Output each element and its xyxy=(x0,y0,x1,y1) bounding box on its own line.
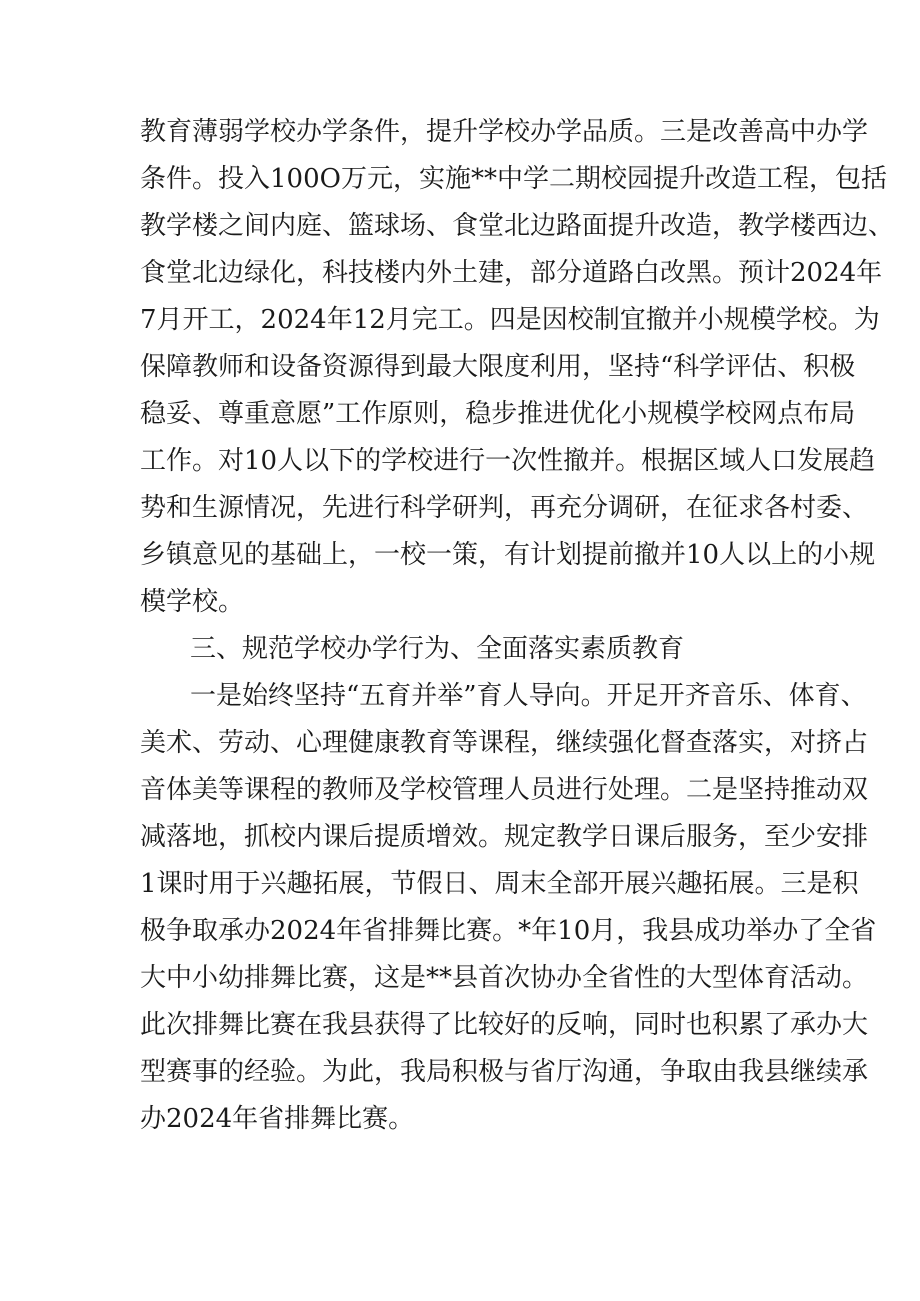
paragraph-1-line-8: 工作。对10人以下的学校进行一次性撤并。根据区域人口发展趋 xyxy=(140,446,876,476)
paragraph-1-line-3: 教学楼之间内庭、篮球场、食堂北边路面提升改造，教学楼西边、 xyxy=(140,211,895,241)
section-heading: 三、规范学校办学行为、全面落实素质教育 xyxy=(190,634,685,664)
paragraph-2-line-3: 音体美等课程的教师及学校管理人员进行处理。二是坚持推动双 xyxy=(140,775,869,805)
paragraph-2-line-8: 此次排舞比赛在我县获得了比较好的反响，同时也积累了承办大 xyxy=(140,1010,869,1040)
paragraph-2-line-4: 减落地，抓校内课后提质增效。规定教学日课后服务，至少安排 xyxy=(140,822,869,852)
paragraph-1-line-4: 食堂北边绿化，科技楼内外土建，部分道路白改黑。预计2024年 xyxy=(140,258,883,288)
paragraph-1-line-2: 条件。投入100O万元，实施**中学二期校园提升改造工程，包括 xyxy=(140,164,887,194)
paragraph-2-line-9: 型赛事的经验。为此，我局积极与省厅沟通，争取由我县继续承 xyxy=(140,1057,869,1087)
paragraph-1-line-11: 模学校。 xyxy=(140,587,245,617)
paragraph-2-line-7: 大中小幼排舞比赛，这是**县首次协办全省性的大型体育活动。 xyxy=(140,963,869,993)
paragraph-1-line-10: 乡镇意见的基础上，一校一策，有计划提前撤并10人以上的小规 xyxy=(140,540,876,570)
paragraph-1-line-5: 7月开工，2024年12月完工。四是因校制宜撤并小规模学校。为 xyxy=(140,305,880,335)
paragraph-1-line-1: 教育薄弱学校办学条件，提升学校办学品质。三是改善高中办学 xyxy=(140,117,869,147)
paragraph-2-line-5: 1课时用于兴趣拓展，节假日、周末全部开展兴趣拓展。三是积 xyxy=(140,869,859,899)
paragraph-2-line-2: 美术、劳动、心理健康教育等课程，继续强化督查落实，对挤占 xyxy=(140,728,869,758)
paragraph-2-line-10: 办2024年省排舞比赛。 xyxy=(140,1104,415,1134)
paragraph-1-line-9: 势和生源情况，先进行科学研判，再充分调研，在征求各村委、 xyxy=(140,493,869,523)
paragraph-1-line-6: 保障教师和设备资源得到最大限度利用，坚持“科学评估、积极 xyxy=(140,352,856,382)
paragraph-2-line-1: 一是始终坚持“五育并举”育人导向。开足开齐音乐、体育、 xyxy=(190,681,867,711)
paragraph-2-line-6: 极争取承办2024年省排舞比赛。*年10月，我县成功举办了全省 xyxy=(140,916,877,946)
paragraph-1-line-7: 稳妥、尊重意愿”工作原则，稳步推进优化小规模学校网点布局 xyxy=(140,399,856,429)
